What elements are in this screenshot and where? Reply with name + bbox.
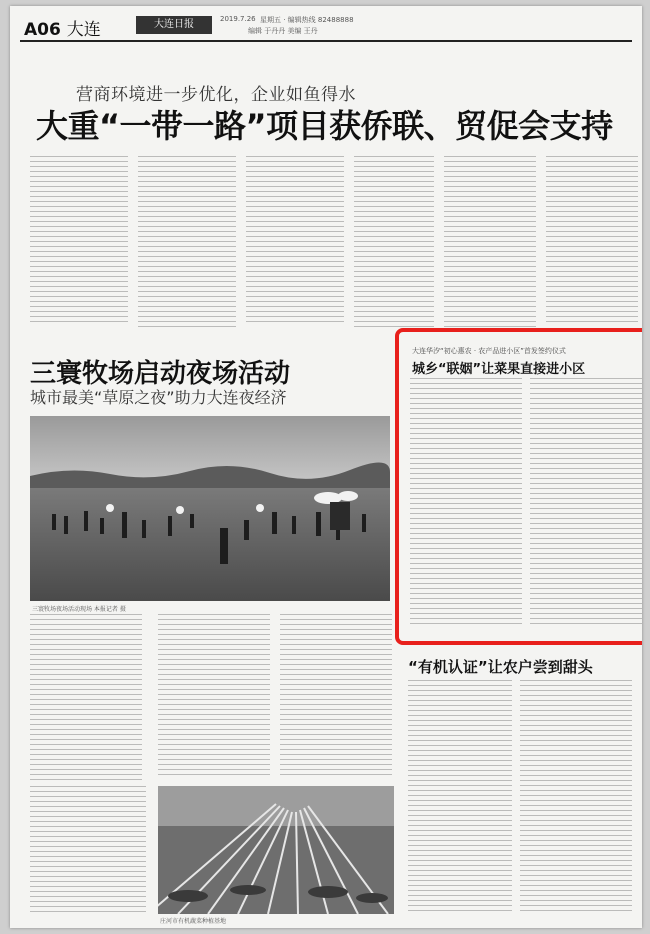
- lead-body-col-2: [138, 156, 236, 328]
- ranch-headline: 三寰牧场启动夜场活动: [30, 359, 291, 389]
- lead-body-col-4: [354, 156, 434, 328]
- ranch-body-col-2: [158, 614, 270, 779]
- organic-headline: “有机认证”让农户尝到甜头: [408, 658, 593, 676]
- lead-body-col-1: [30, 156, 128, 326]
- issue-date: 2019.7.26: [220, 15, 256, 23]
- section-name: 大连: [66, 20, 101, 40]
- ranch-photo-caption: 三寰牧场夜场活动现场 本报记者 摄: [32, 606, 126, 613]
- greenhouse-photo: [158, 786, 394, 914]
- lead-body-col-6: [546, 156, 638, 324]
- ranch-night-photo: [30, 416, 390, 601]
- greenhouse-image: [158, 786, 394, 914]
- organic-body-col-1: [408, 680, 512, 914]
- page-number-value: A06: [24, 20, 61, 40]
- highlight-headline: 城乡“联姻”让菜果直接进小区: [412, 362, 586, 377]
- editor-credit: 编辑 于丹丹 美编 王丹: [248, 27, 318, 35]
- newspaper-logo: 大连日报: [136, 16, 212, 34]
- highlight-body-col-1: [410, 378, 522, 628]
- lead-body-col-3: [246, 156, 344, 326]
- lead-kicker: 营商环境进一步优化，企业如鱼得水: [76, 85, 356, 105]
- organic-body-col-2: [520, 680, 632, 914]
- masthead: [20, 12, 632, 42]
- ranch-body-col-4: [30, 786, 146, 914]
- greenhouse-photo-caption: 庄河市有机蔬菜种植基地: [160, 918, 227, 925]
- ranch-photo-image: [30, 416, 390, 601]
- issue-meta: 星期五 · 编辑热线 82488888: [260, 16, 354, 24]
- newspaper-page: [10, 6, 642, 928]
- lead-headline: 大重“一带一路”项目获侨联、贸促会支持: [36, 107, 613, 145]
- ranch-body-col-1: [30, 614, 142, 782]
- page-number: [24, 15, 101, 40]
- highlight-body-col-2: [530, 378, 642, 628]
- highlight-kicker: 大连华汐“初心惠农 · 农产品进小区”首发签约仪式: [412, 347, 566, 355]
- lead-body-col-5: [444, 156, 536, 328]
- ranch-subheadline: 城市最美“草原之夜”助力大连夜经济: [30, 388, 287, 407]
- ranch-body-col-3: [280, 614, 392, 779]
